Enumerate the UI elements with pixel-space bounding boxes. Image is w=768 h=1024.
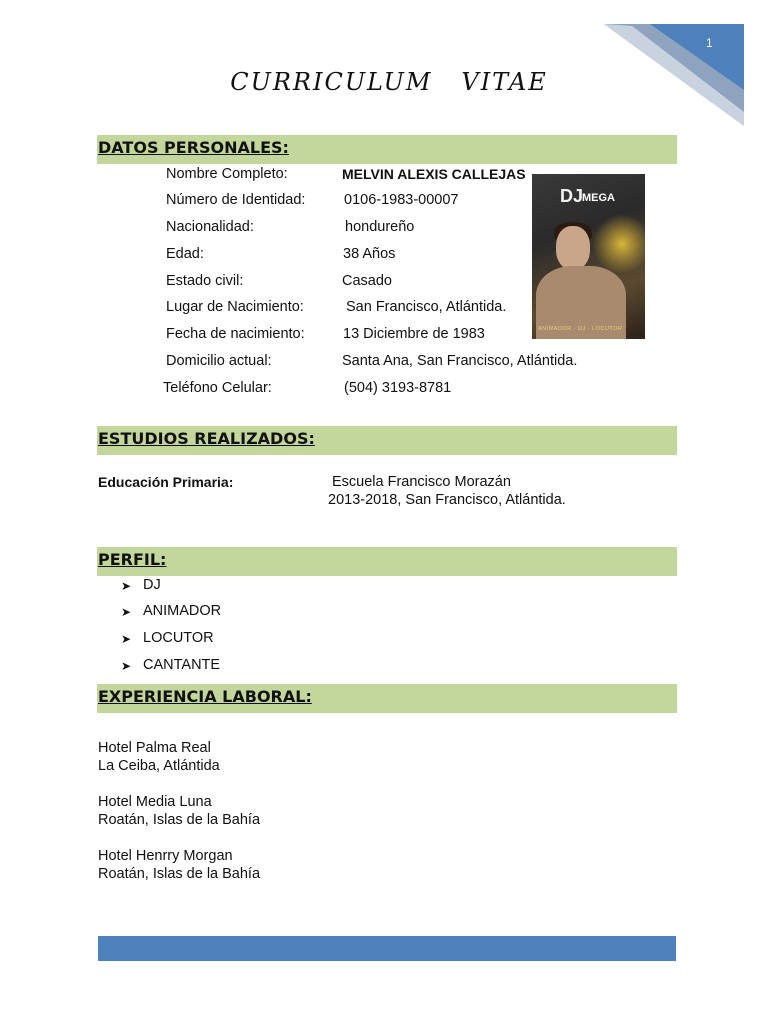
photo-tagline: ANIMADOR - DJ - LOCUTOR [538,326,623,332]
label-nationality: Nacionalidad: [166,219,254,235]
label-phone: Teléfono Celular: [163,380,272,396]
label-primary-education: Educación Primaria: [98,474,234,490]
value-school-detail: 2013-2018, San Francisco, Atlántida. [328,492,566,508]
label-birthplace: Lugar de Nacimiento: [166,299,304,315]
value-phone: (504) 3193-8781 [344,380,452,396]
section-experience [97,684,677,713]
value-civil-status: Casado [342,273,392,289]
value-birthplace: San Francisco, Atlántida. [346,299,507,315]
arrow-bullet-icon: ➤ [121,659,132,673]
section-profile-title: PERFIL: [98,550,167,569]
arrow-bullet-icon: ➤ [121,579,132,593]
label-id-number: Número de Identidad: [166,192,306,208]
value-address: Santa Ana, San Francisco, Atlántida. [342,353,578,369]
value-full-name: MELVIN ALEXIS CALLEJAS [342,166,526,182]
label-birthdate: Fecha de nacimiento: [166,326,305,342]
job-location: Roatán, Islas de la Bahía [98,812,261,828]
photo-glow [592,214,645,274]
value-school-name: Escuela Francisco Morazán [332,474,511,490]
profile-item: ANIMADOR [143,603,222,619]
photo-mega-logo: MEGA [582,192,615,204]
document-title: CURRICULUM VITAE [230,68,548,96]
section-profile [97,547,677,576]
job-location: La Ceiba, Atlántida [98,758,220,774]
profile-item: LOCUTOR [143,630,214,646]
section-studies [97,426,677,455]
photo-dj-logo: DJ [560,186,584,206]
photo-head [556,226,590,270]
value-id-number: 0106-1983-00007 [344,192,459,208]
arrow-bullet-icon: ➤ [121,632,132,646]
profile-item: CANTANTE [143,657,221,673]
job-name: Hotel Palma Real [98,740,211,756]
footer-bar [98,936,676,961]
job-name: Hotel Henrry Morgan [98,848,233,864]
label-full-name: Nombre Completo: [166,166,288,182]
value-age: 38 Años [343,246,396,262]
value-nationality: hondureño [345,219,415,235]
job-name: Hotel Media Luna [98,794,212,810]
label-age: Edad: [166,246,204,262]
label-address: Domicilio actual: [166,353,272,369]
section-personal-title: DATOS PERSONALES: [98,138,289,157]
value-birthdate: 13 Diciembre de 1983 [343,326,485,342]
profile-photo [532,174,645,339]
job-location: Roatán, Islas de la Bahía [98,866,261,882]
arrow-bullet-icon: ➤ [121,605,132,619]
section-experience-title: EXPERIENCIA LABORAL: [98,687,312,706]
section-personal [97,135,677,164]
section-studies-title: ESTUDIOS REALIZADOS: [98,429,315,448]
label-civil-status: Estado civil: [166,273,244,289]
profile-item: DJ [143,577,161,593]
page-number: 1 [706,36,713,50]
